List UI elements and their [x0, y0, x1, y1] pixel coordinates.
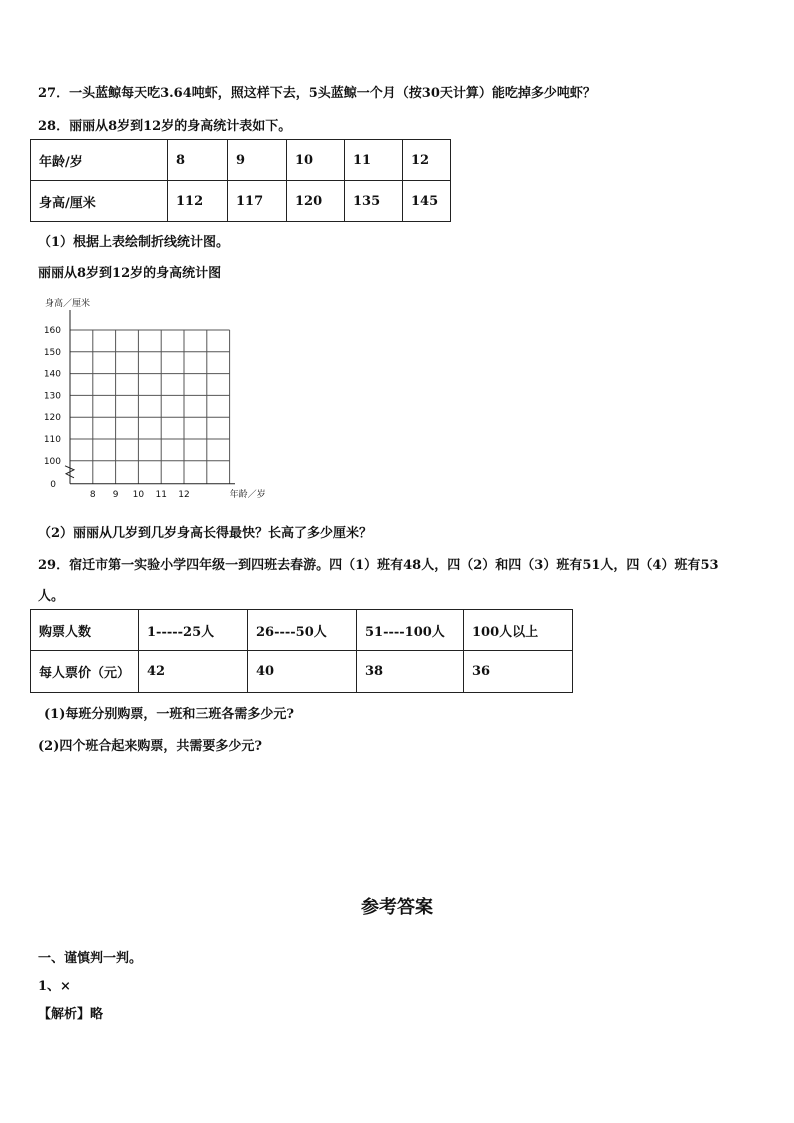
y-tick-label: 150: [43, 347, 61, 358]
y-tick-label: 100: [43, 456, 61, 467]
table-cell: 120: [287, 181, 345, 222]
x-tick-label: 8: [89, 489, 96, 500]
question-29-line-1: 29．宿迁市第一实验小学四年级一到四班去春游。四（1）班有48人，四（2）和四（3）班有51人，四（4）班有53: [38, 558, 719, 573]
table-cell: 40: [248, 651, 357, 693]
table-cell: 112: [168, 181, 228, 222]
question-29-part-2: (2)四个班合起来购票，共需要多少元?: [38, 739, 262, 754]
height-table: [30, 139, 451, 222]
y-tick-label: 120: [43, 413, 61, 424]
question-27: 27．一头蓝鲸每天吃3.64吨虾，照这样下去，5头蓝鲸一个月（按30天计算）能吃掉多少吨虾？: [38, 86, 596, 101]
table-header-cell: 每人票价（元）: [31, 651, 139, 693]
table-cell: 1-----25人: [139, 610, 248, 651]
x-tick-label: 12: [178, 489, 190, 500]
table-row: [31, 181, 451, 222]
table-cell: 38: [357, 651, 464, 693]
table-header-cell: 年龄/岁: [31, 140, 168, 181]
table-cell: 42: [139, 651, 248, 693]
question-28-part-1: （1）根据上表绘制折线统计图。: [38, 235, 230, 250]
answer-item-1: 1、×: [38, 979, 71, 994]
table-header-cell: 身高/厘米: [31, 181, 168, 222]
table-header-cell: 购票人数: [31, 610, 139, 651]
table-cell: 26----50人: [248, 610, 357, 651]
y-tick-label: 160: [43, 326, 61, 336]
x-tick-label: 10: [132, 489, 145, 500]
y-tick-label: 130: [43, 391, 61, 402]
table-cell: 135: [345, 181, 403, 222]
table-cell: 36: [464, 651, 573, 693]
chart-caption: 丽丽从8岁到12岁的身高统计图: [38, 266, 222, 281]
question-28: 28．丽丽从8岁到12岁的身高统计表如下。: [38, 119, 292, 134]
answers-title: 参考答案: [361, 897, 433, 918]
x-axis-label: 年龄／岁: [229, 489, 266, 500]
table-cell: 100人以上: [464, 610, 573, 651]
table-row: [31, 610, 573, 651]
answers-section-1: 一、谨慎判一判。: [38, 951, 143, 966]
table-cell: 11: [345, 140, 403, 181]
origin-label: 0: [50, 479, 56, 490]
table-cell: 8: [168, 140, 228, 181]
y-tick-label: 140: [43, 369, 61, 380]
table-row: [31, 651, 573, 693]
x-tick-label: 11: [155, 489, 167, 500]
table-cell: 51----100人: [357, 610, 464, 651]
table-cell: 10: [287, 140, 345, 181]
table-cell: 145: [403, 181, 451, 222]
table-cell: 12: [403, 140, 451, 181]
ticket-price-table: [30, 609, 573, 693]
axis-break-icon: [65, 466, 74, 478]
table-row: [31, 140, 451, 181]
y-tick-label: 110: [43, 435, 61, 445]
question-29-part-1: (1)每班分别购票，一班和三班各需多少元?: [44, 707, 294, 722]
y-axis-label: 身高／厘米: [45, 299, 91, 309]
height-line-chart: [30, 290, 266, 505]
question-28-part-2: （2）丽丽从几岁到几岁身高长得最快？长高了多少厘米？: [38, 526, 373, 541]
table-cell: 117: [228, 181, 287, 222]
table-cell: 9: [228, 140, 287, 181]
answer-analysis: 【解析】略: [38, 1007, 104, 1022]
question-29-line-2: 人。: [38, 589, 65, 604]
x-tick-label: 9: [112, 489, 119, 500]
